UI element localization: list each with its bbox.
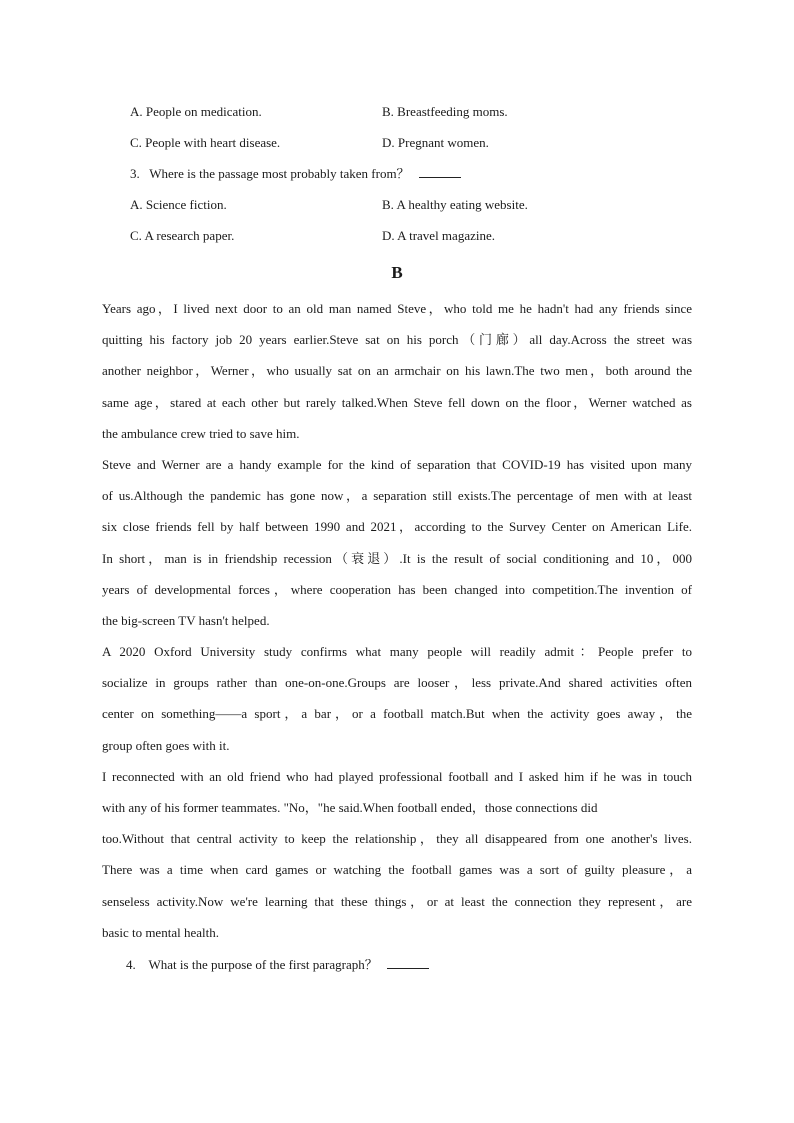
passage-line: same age，stared at each other but rarely talked.When Steve fell down on the floor，Werner watched as bbox=[102, 394, 692, 410]
passage-line: In short，man is in friendship recession（衰退）.It is the result of social conditioning and 10，000 bbox=[102, 550, 692, 566]
passage-line: too.Without that central activity to keep the relationship，they all disappeared from one another's lives. bbox=[102, 831, 692, 847]
option-a[interactable]: A. Science fiction. bbox=[130, 197, 227, 212]
passage-line: Steve and Werner are a handy example for the kind of separation that COVID-19 has visited upon many bbox=[102, 456, 692, 472]
passage-line: six close friends fell by half between 1990 and 2021，according to the Survey Center on American Life. bbox=[102, 519, 692, 535]
passage-line: of us.Although the pandemic has gone now，a separation still exists.The percentage of men with at least bbox=[102, 488, 692, 504]
option-a[interactable]: A. People on medication. bbox=[130, 104, 262, 119]
question-text: Where is the passage most probably taken from？ bbox=[149, 166, 410, 181]
option-c[interactable]: C. A research paper. bbox=[130, 228, 235, 243]
option-b[interactable]: B. Breastfeeding moms. bbox=[382, 104, 508, 119]
passage-line: Years ago，I lived next door to an old man named Steve，who told me he hadn't had any friends since bbox=[102, 301, 692, 316]
passage-line: I reconnected with an old friend who had played professional football and I asked him if he was in touch bbox=[102, 768, 692, 784]
answer-options-q2 bbox=[130, 102, 690, 164]
passage-line: years of developmental forces，where cooperation has been changed into competition.The invention of bbox=[102, 581, 692, 597]
options-row bbox=[130, 226, 690, 257]
options-row bbox=[130, 102, 690, 133]
question-number: 4. bbox=[126, 957, 136, 972]
passage-line: another neighbor，Werner，who usually sat on an armchair on his lawn.The two men，both around the bbox=[102, 363, 692, 379]
passage-line: There was a time when card games or watching the football games was a sort of guilty pleasure，a bbox=[102, 862, 692, 878]
passage-line: center on something——a sport，a bar，or a football match.But when the activity goes away，the bbox=[102, 706, 692, 722]
passage-line: A 2020 Oxford University study confirms what many people will readily admit：People prefer to bbox=[102, 644, 692, 660]
question-3 bbox=[130, 164, 461, 184]
answer-blank[interactable] bbox=[419, 165, 461, 178]
question-number: 3. bbox=[130, 166, 140, 181]
passage-line: with any of his former teammates. "No，"he said.When football ended，those connections did bbox=[102, 800, 598, 815]
passage-line: the big-screen TV hasn't helped. bbox=[102, 612, 270, 628]
answer-options-q3 bbox=[130, 195, 690, 257]
passage-line: the ambulance crew tried to save him. bbox=[102, 425, 300, 441]
option-c[interactable]: C. People with heart disease. bbox=[130, 135, 281, 150]
question-text: What is the purpose of the first paragraph？ bbox=[148, 957, 378, 972]
section-title: B bbox=[391, 263, 403, 282]
reading-passage bbox=[102, 299, 692, 954]
answer-blank[interactable] bbox=[387, 956, 429, 969]
passage-line: group often goes with it. bbox=[102, 737, 230, 753]
option-b[interactable]: B. A healthy eating website. bbox=[382, 197, 528, 212]
question-4 bbox=[126, 955, 429, 975]
options-row bbox=[130, 195, 690, 226]
passage-line: socialize in groups rather than one-on-one.Groups are looser，less private.And shared activities often bbox=[102, 675, 692, 691]
passage-line: senseless activity.Now we're learning that these things，or at least the connection they represent，are bbox=[102, 893, 692, 909]
options-row bbox=[130, 133, 690, 164]
option-d[interactable]: D. A travel magazine. bbox=[382, 228, 495, 243]
passage-line: basic to mental health. bbox=[102, 924, 219, 940]
passage-line: quitting his factory job 20 years earlier.Steve sat on his porch（门廊）all day.Across the street was bbox=[102, 332, 692, 348]
option-d[interactable]: D. Pregnant women. bbox=[382, 135, 489, 150]
